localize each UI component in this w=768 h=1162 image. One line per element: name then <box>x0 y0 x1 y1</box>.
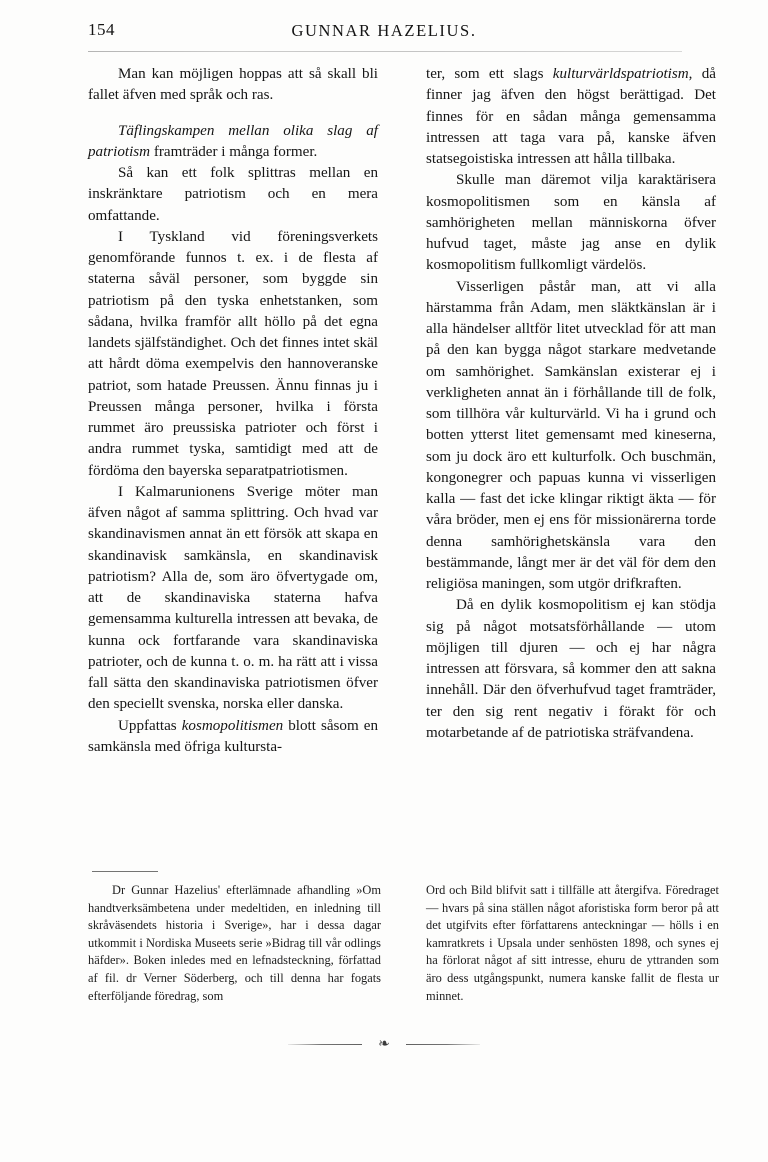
paragraph-text: Man kan möjligen hoppas att så skall bli fallet äfven med språk och ras. <box>88 66 378 104</box>
body-column-right <box>426 64 716 744</box>
paragraph-text: Skulle man däremot vilja karaktärisera kosmopolitismen som en känsla af samhörigheten mellan människorna öfver hufvud taget, måste jag anse en dylik kosmopolitism fullkomligt värdelös. <box>426 172 716 274</box>
paragraph <box>88 716 378 759</box>
paragraph-text: Då en dylik kosmopolitism ej kan stödja sig på något motsatsförhållande — utom möjligen till djuren — och ej har några intressen att försvara, så kommer den att sakna innehåll. Där den öfverhufvud taget framträder, ter den sig rent negativ i förakt för och motarbetande af de patriotiska sträfvandena. <box>426 597 716 741</box>
ornament-rule-left <box>288 1044 362 1045</box>
paragraph <box>88 163 378 227</box>
running-head <box>88 20 680 46</box>
body-column-left <box>88 64 378 758</box>
paragraph <box>88 121 378 164</box>
paragraph <box>426 277 716 596</box>
paragraph-text: , då finner jag äfven den högst berättigad. Det finnes för en sådan många gemensamma intressen att taga vara på, kanske äfven statsegoistiska intressen att hålla tillbaka. <box>426 66 716 167</box>
paragraph-text: Så kan ett folk splittras mellan en inskränktare patriotism och en mera omfattande. <box>88 165 378 224</box>
paragraph-lead: ter, som ett slags <box>426 66 553 82</box>
ornament-rule-right <box>406 1044 480 1045</box>
footnote-left <box>88 882 381 1005</box>
paragraph <box>426 64 716 170</box>
paragraph-text: I Kalmarunionens Sverige möter man äfven något af samma splittring. Och hvad var skandinavismen annat än ett försök att skapa en skandinavisk samkänsla, en skandinavisk patriotism? Alla de, som äro öfvertygade om, att de skandinaviska staterna hafva gemensamma kulturella intressen att bevaka, de kunna ock fortfarande vara skandinaviska patrioter, och de kunna t. o. m. ha rätt att i vissa fall sätta den skandinaviska patriotismen öfver den speciellt svenska, norska eller danska. <box>88 483 378 713</box>
paragraph <box>88 64 378 107</box>
paragraph <box>88 482 378 716</box>
paragraph-text: blott såsom en samkänsla med öfriga kultursta- <box>88 717 378 755</box>
paragraph-text: I Tyskland vid föreningsverkets genomförande funnos t. ex. i de flesta af staterna såväl personer, som byggde sin patriotism på den tyska enhetstanken, som sådana, hvilka framför allt höllo på det egna landets själfständighet. Och det finnes intet skäl att hårdt döma exempelvis den hannoveranske patriot, som hatade Preussen. Ännu finnas ju i Preussen många personer, hvilka i första rummet äro preussiska patrioter och först i andra rummet tyska, samtidigt med att de fördöma den bayerska separatpatriotismen. <box>88 228 378 479</box>
footnote-separator-rule <box>92 871 158 872</box>
paragraph <box>88 227 378 482</box>
footnote-right <box>426 882 719 1005</box>
paragraph <box>426 595 716 744</box>
running-title: GUNNAR HAZELIUS. <box>291 21 477 40</box>
paragraph-text: framträder i många former. <box>150 143 318 160</box>
footnote-text: Dr Gunnar Hazelius' efterlämnade afhandling »Om handtverksämbetena under medeltiden, en inledning till skråväsendets historia i Sverige», har i dessa dagar utkommit i Nordiska Museets serie »Bidrag till vår odlings häfder». Boken inledes med en lefnadsteckning, författad af fil. dr Verner Söderberg, och till denna har fogats efterföljande föredrag, som <box>88 883 381 1003</box>
footnote-text: Ord och Bild blifvit satt i tillfälle att återgifva. Föredraget — hvars på sina ställen något aforistiska form beror på att det utgifvits efter författarens anteckningar — hölls i en kamratkrets i Upsala under senhösten 1898, och synes ej ha förlorat något af sitt intresse, ehuru de yttranden som äro dess utgångspunkt, numera kanske fallit de flesta ur minnet. <box>426 883 719 1003</box>
paragraph-lead: Uppfattas <box>118 717 182 734</box>
bottom-ornament <box>288 1036 480 1054</box>
italic-term: kosmopolitismen <box>181 717 284 734</box>
paragraph <box>426 170 716 276</box>
paragraph-text: Visserligen påstår man, att vi alla härstamma från Adam, men släktkänslan är i alla händelser alltför litet utvecklad för att man på den kan bygga något starkare medvetande om samhörighet. Samkänslan existerar ej i verkligheten annat än i förhållande till de folk, som tillhöra vår kulturvärld. Vi ha i grund och botten ytterst litet gemensamt med kineserna, som ju dock äro ett kulturfolk. Och buschmän, kongonegrer och papuas kunna vi visserligen kalla — fast det icke klingar riktigt äkta — för våra bröder, men ej ens för missionärerna torde denna samhörighetskänsla vara den bestämmande, långt mer är det väl för dem den religiösa maningen, som utgör drifkraften. <box>426 278 716 592</box>
header-rule <box>88 51 682 52</box>
page-number: 154 <box>88 20 115 39</box>
italic-heading: Täflingskampen mellan olika slag af patriotism <box>88 122 378 160</box>
italic-term: kulturvärldspatriotism <box>552 66 689 82</box>
floral-ornament-icon: ❧ <box>378 1037 390 1052</box>
